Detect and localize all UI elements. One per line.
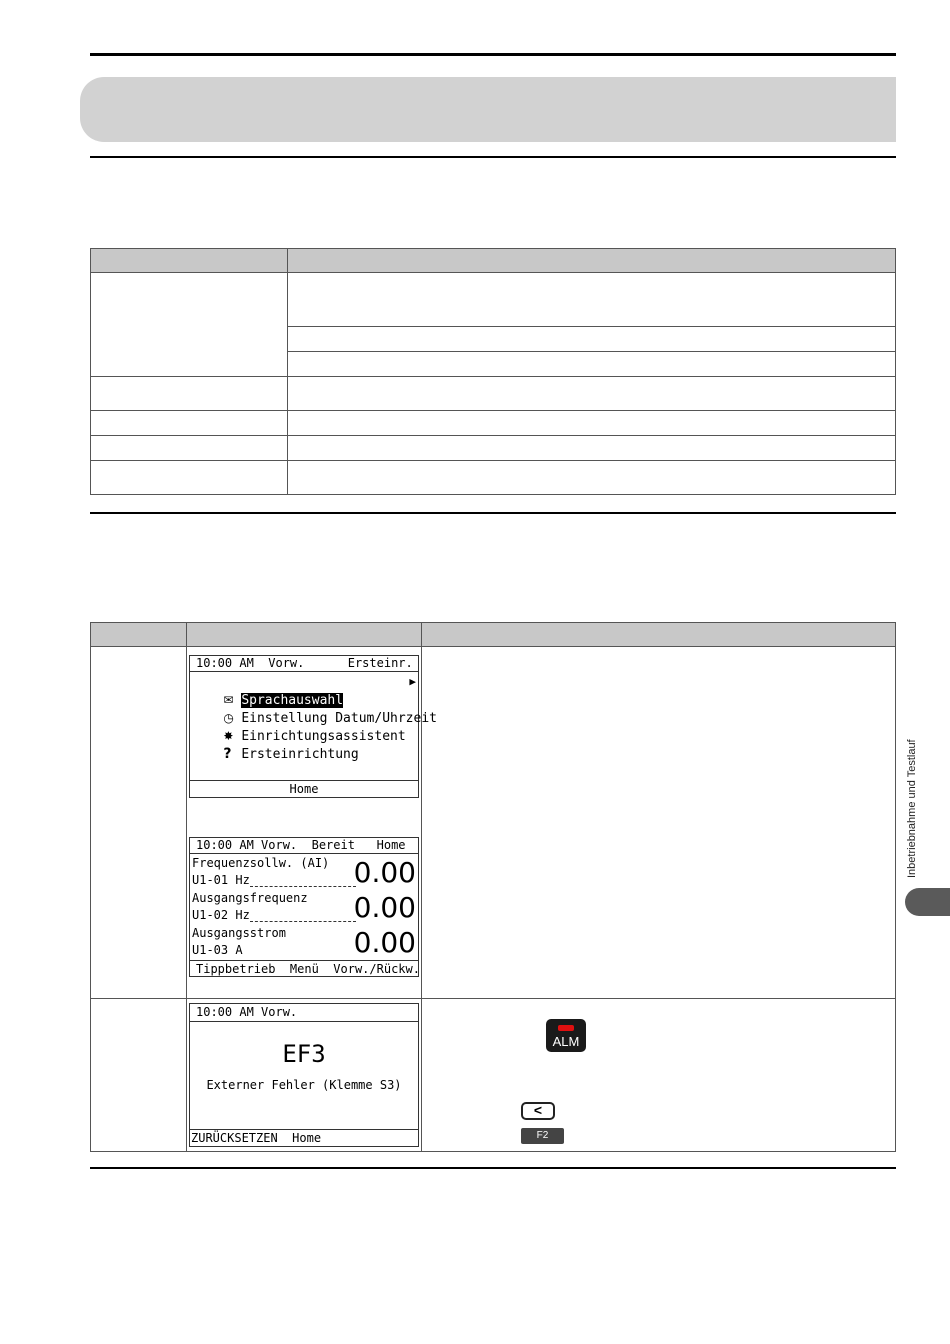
- lcd-status-bar: 10:00 AM Vorw. Bereit Home: [190, 838, 418, 854]
- lcd-setup-menu: [189, 655, 437, 798]
- table-2-cell: [91, 999, 187, 1152]
- monitor-name: Ausgangsstrom: [192, 926, 286, 940]
- table-1-header-cell: [288, 249, 896, 273]
- monitor-code: U1-02 Hz: [192, 908, 250, 922]
- clock-icon: ◷: [223, 711, 234, 725]
- chapter-side-label: Inbetriebnahme und Testlauf: [906, 739, 918, 878]
- section-title-band: [80, 77, 896, 142]
- bottom-rule: [90, 1167, 896, 1169]
- table-2-header-cell: [422, 623, 896, 647]
- lcd-footer[interactable]: ZURÜCKSETZEN Home: [190, 1129, 418, 1147]
- monitor-dash: [250, 921, 356, 922]
- section-rule-1: [90, 156, 896, 158]
- monitor-code: U1-01 Hz: [192, 873, 250, 887]
- table-1-cell: [288, 436, 896, 461]
- table-1-cell: [91, 377, 288, 411]
- table-1-cell: [288, 461, 896, 495]
- monitor-name: Ausgangsfrequenz: [192, 891, 308, 905]
- back-arrow-key-icon: <: [521, 1102, 555, 1120]
- monitor-name: Frequenzsollw. (AI): [192, 856, 330, 870]
- table-1-cell: [288, 273, 896, 327]
- wand-icon: ✸: [223, 729, 234, 743]
- monitor-dash: [250, 886, 356, 887]
- table-1-cell: [91, 461, 288, 495]
- section-rule-2: [90, 512, 896, 514]
- table-2-cell: [91, 647, 187, 999]
- table-1: [90, 248, 896, 495]
- lcd-footer[interactable]: Home: [190, 780, 418, 798]
- table-1-header-cell: [91, 249, 288, 273]
- language-icon: ✉: [223, 693, 234, 707]
- top-rule: [90, 53, 896, 56]
- table-1-cell: [288, 377, 896, 411]
- table-2-cell: [422, 999, 896, 1152]
- table-1-cell: [288, 411, 896, 436]
- fault-message: Externer Fehler (Klemme S3): [206, 1078, 402, 1092]
- table-2-header-cell: [187, 623, 422, 647]
- lcd-footer[interactable]: Tippbetrieb Menü Vorw./Rückw.: [190, 960, 418, 978]
- table-1-cell: [288, 352, 896, 377]
- monitor-row-u1-02: [192, 890, 416, 925]
- chevron-right-icon: ▶: [409, 675, 416, 688]
- fault-code: EF3: [282, 1040, 326, 1068]
- monitor-value: 0.00: [353, 856, 416, 889]
- monitor-value: 0.00: [353, 891, 416, 924]
- table-2-cell: [422, 647, 896, 999]
- monitor-row-u1-03: [192, 925, 416, 960]
- menu-item-date-time[interactable]: ◷ Einstellung Datum/Uhrzeit: [223, 711, 437, 726]
- table-1-cell: [91, 273, 288, 377]
- question-icon: ?: [223, 746, 232, 762]
- lcd-fault: [189, 1003, 419, 1147]
- chapter-side-tab: [905, 888, 950, 916]
- table-1-cell: [91, 411, 288, 436]
- table-2-header-cell: [91, 623, 187, 647]
- monitor-code: U1-03 A: [192, 943, 243, 957]
- lcd-monitor: [189, 837, 419, 977]
- lcd-status-bar: 10:00 AM Vorw.: [190, 1004, 418, 1022]
- menu-item-setup-wizard[interactable]: ✸ Einrichtungsassistent: [223, 729, 406, 744]
- monitor-value: 0.00: [353, 926, 416, 959]
- table-1-cell: [288, 327, 896, 352]
- table-1-cell: [91, 436, 288, 461]
- monitor-row-u1-01: [192, 855, 416, 890]
- menu-item-initial-setup[interactable]: ? Ersteinrichtung: [223, 746, 359, 762]
- alm-key-icon: ALM: [546, 1019, 586, 1052]
- f2-key-icon: F2: [521, 1128, 564, 1144]
- menu-item-language[interactable]: ✉ Sprachauswahl ▶: [223, 675, 416, 708]
- lcd-status-bar: 10:00 AM Vorw. Ersteinr.: [190, 656, 418, 672]
- alm-led: [558, 1025, 574, 1031]
